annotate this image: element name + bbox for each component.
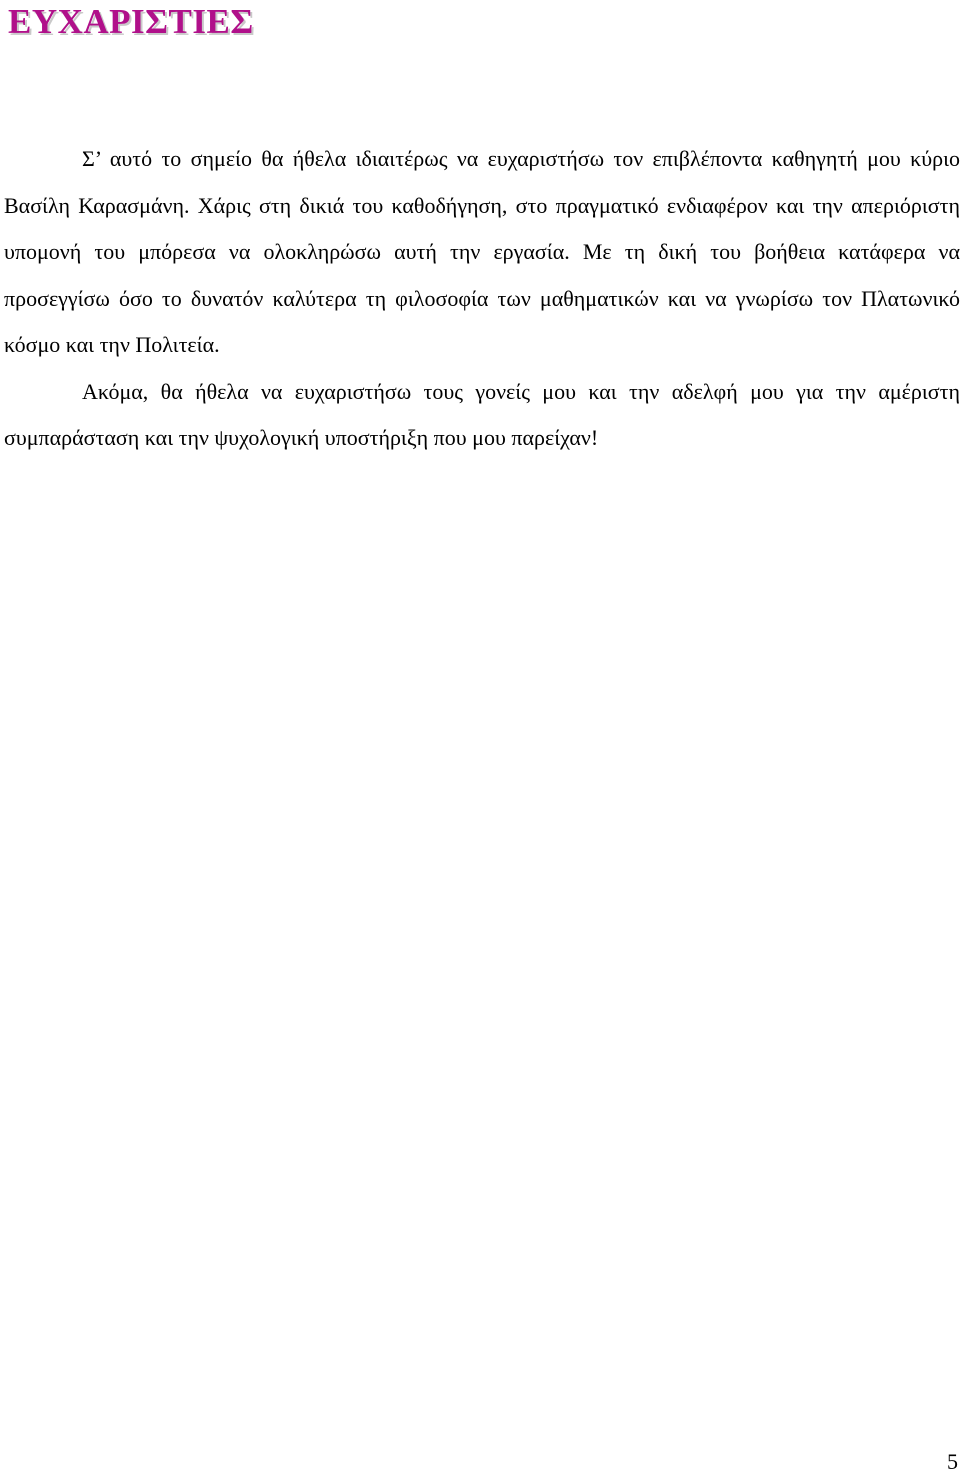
- page-number: 5: [947, 1449, 958, 1474]
- acknowledgement-paragraph-2: Ακόμα, θα ήθελα να ευχαριστήσω τους γονείς μου και την αδελφή μου για την αμέριστη συμπαράσταση και την ψυχολογική υποστήριξη που μου παρείχαν!: [4, 378, 960, 450]
- acknowledgement-paragraph-1: Σ’ αυτό το σημείο θα ήθελα ιδιαιτέρως να ευχαριστήσω τον επιβλέποντα καθηγητή μου κύριο Βασίλη Καρασμάνη. Χάρις στη δικιά του καθοδήγηση, στο πραγματικό ενδιαφέρον και την απεριόριστη υπομονή του μπόρεσα να ολοκληρώσω αυτή την εργασία. Με τη δική του βοήθεια κατάφερα να προσεγγίσω όσο το δυνατόν καλύτερα τη φιλοσοφία των μαθηματικών και να γνωρίσω τον Πλατωνικό κόσμο και την Πολιτεία.: [4, 146, 960, 357]
- document-body: [4, 136, 960, 462]
- page-title: ΕΥΧΑΡΙΣΤΙΕΣ: [8, 2, 254, 41]
